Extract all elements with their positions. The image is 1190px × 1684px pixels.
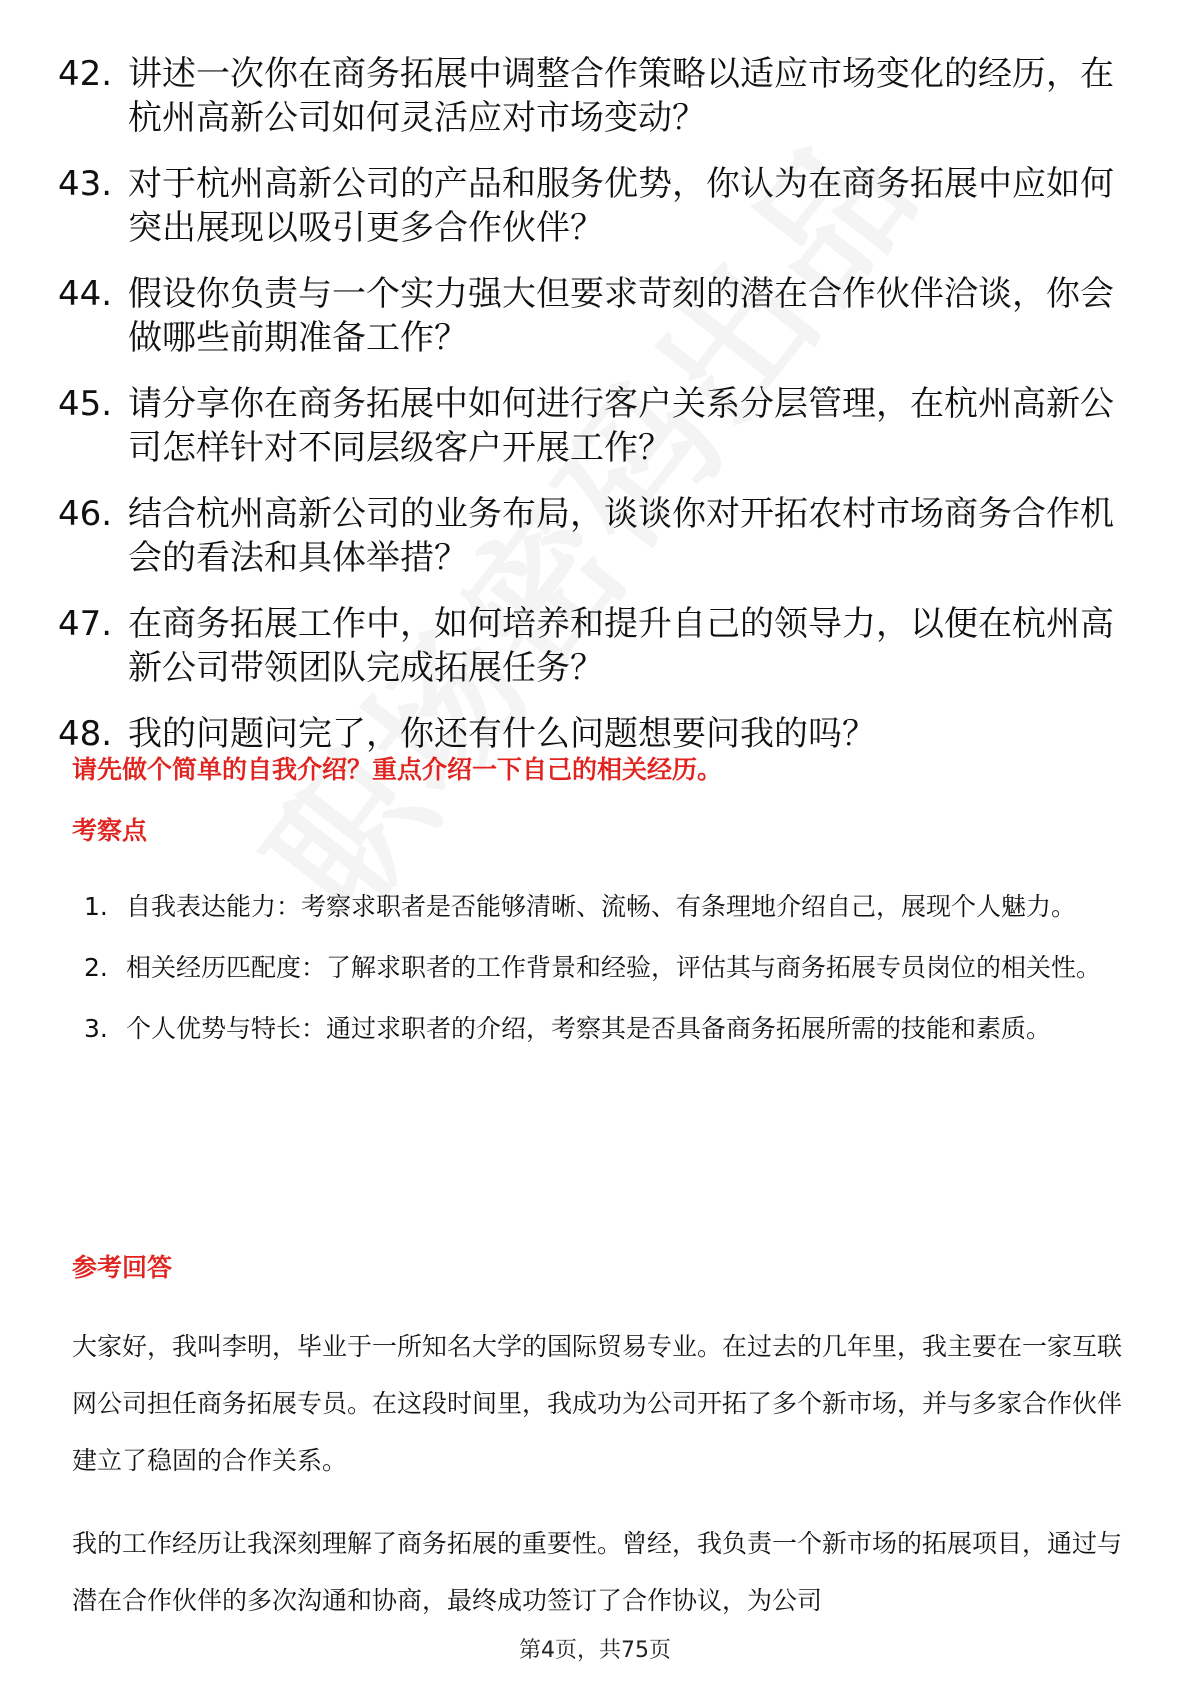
item-text: 相关经历匹配度：了解求职者的工作背景和经验，评估其与商务拓展专员岗位的相关性。 [126,953,1102,982]
item-number: 44. [58,274,113,314]
item-number: 3. [84,1014,108,1043]
item-number: 45. [58,384,113,424]
list-item [84,1000,1124,1057]
question-heading: 请先做个简单的自我介绍？重点介绍一下自己的相关经历。 [72,755,723,784]
item-text: 个人优势与特长：通过求职者的介绍，考察其是否具备商务拓展所需的技能和素质。 [126,1014,1052,1043]
list-item [58,162,1118,250]
assessment-points [84,878,1124,1061]
item-number: 47. [58,604,113,644]
section-heading-kaocha: 考察点 [72,816,148,845]
paragraph: 大家好，我叫李明，毕业于一所知名大学的国际贸易专业。在过去的几年里，我主要在一家互联网公司担任商务拓展专员。在这段时间里，我成功为公司开拓了多个新市场，并与多家合作伙伴建立了稳固的合作关系。 [72,1332,1123,1475]
item-number: 42. [58,54,113,94]
list-item [58,712,1118,756]
item-number: 2. [84,953,108,982]
list-item [84,878,1124,935]
reference-answer [72,1318,1122,1655]
list-item [58,492,1118,580]
list-item [84,939,1124,996]
list-item [58,602,1118,690]
item-number: 43. [58,164,113,204]
item-text: 讲述一次你在商务拓展中调整合作策略以适应市场变化的经历，在杭州高新公司如何灵活应对市场变动？ [128,54,1114,138]
item-text: 在商务拓展工作中，如何培养和提升自己的领导力，以便在杭州高新公司带领团队完成拓展任务？ [128,604,1114,688]
list-item [58,52,1118,140]
page-footer: 第4页，共75页 [519,1638,671,1663]
list-item [58,272,1118,360]
question-list [58,52,1118,778]
item-number: 48. [58,714,113,754]
item-text: 我的问题问完了，你还有什么问题想要问我的吗？ [128,714,876,754]
paragraph: 我的工作经历让我深刻理解了商务拓展的重要性。曾经，我负责一个新市场的拓展项目，通过与潜在合作伙伴的多次沟通和协商，最终成功签订了合作协议，为公司 [72,1529,1123,1615]
item-text: 结合杭州高新公司的业务布局，谈谈你对开拓农村市场商务合作机会的看法和具体举措？ [128,494,1114,578]
item-text: 假设你负责与一个实力强大但要求苛刻的潜在合作伙伴洽谈，你会做哪些前期准备工作？ [128,274,1114,358]
item-number: 1. [84,892,108,921]
item-text: 自我表达能力：考察求职者是否能够清晰、流畅、有条理地介绍自己，展现个人魅力。 [126,892,1077,921]
item-number: 46. [58,494,113,534]
list-item [58,382,1118,470]
section-heading-huida: 参考回答 [72,1253,173,1282]
item-text: 请分享你在商务拓展中如何进行客户关系分层管理，在杭州高新公司怎样针对不同层级客户开展工作？ [128,384,1114,468]
item-text: 对于杭州高新公司的产品和服务优势，你认为在商务拓展中应如何突出展现以吸引更多合作伙伴？ [128,164,1114,248]
